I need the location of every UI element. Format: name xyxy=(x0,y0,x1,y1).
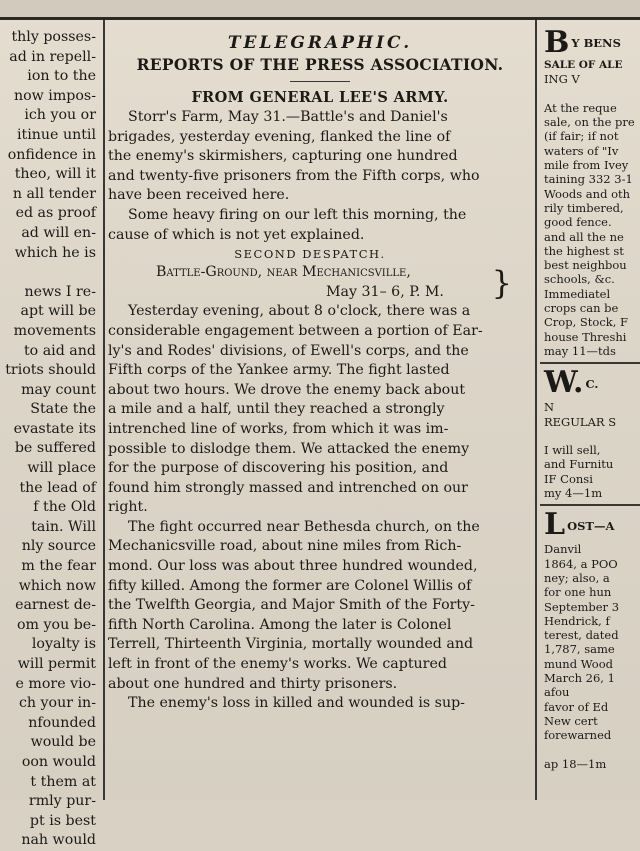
ad-text-line: ING V xyxy=(544,72,580,87)
ad-text-line: I will sell, xyxy=(544,443,601,458)
subheadline: FROM GENERAL LEE'S ARMY. xyxy=(191,89,449,106)
left-column-line: will place xyxy=(27,460,96,477)
text-line: The enemy's loss in killed and wounded is sup- xyxy=(128,695,465,712)
left-column-line: loyalty is xyxy=(31,636,96,653)
ad-text-line: rily timbered, xyxy=(544,200,624,215)
ad-text-line: good fence. xyxy=(544,215,612,230)
left-column-line: nah would xyxy=(21,832,96,849)
text-line: right. xyxy=(108,499,148,516)
ad-text-line: Danvil xyxy=(544,542,582,557)
ad-text-line: afou xyxy=(544,685,570,700)
ad-text-line: may 11—tds xyxy=(544,343,616,358)
left-column-line: om you be- xyxy=(17,616,96,633)
ad-divider-1 xyxy=(540,362,640,364)
left-column-line: ad will en- xyxy=(21,224,96,241)
left-column-line: m the fear xyxy=(21,558,96,575)
ad-1-body xyxy=(540,58,640,358)
ad-text-line: March 26, 1 xyxy=(544,670,615,685)
left-column-line: theo, will it xyxy=(14,166,96,183)
ad-text-line: taining 332 3-1 xyxy=(544,172,633,187)
ad-text-line: waters of "Iv xyxy=(544,143,619,158)
ad-text-line: ap 18—1m xyxy=(544,756,607,771)
left-column-line: now impos- xyxy=(13,87,96,104)
ad-text-line: IF Consi xyxy=(544,471,593,486)
left-column-line: nfounded xyxy=(28,714,96,731)
text-line: cause of which is not yet explained. xyxy=(108,226,365,243)
section-title: TELEGRAPHIC. xyxy=(227,33,413,53)
ad-3-heading-text: OST—A xyxy=(567,519,615,534)
left-column-line: which now xyxy=(18,577,96,594)
left-column-line: to aid and xyxy=(23,342,96,359)
paragraph-2 xyxy=(108,206,532,245)
ad-text-line: the highest st xyxy=(544,243,624,258)
left-column-line: evastate its xyxy=(13,420,96,437)
ad-2-heading-text: C. xyxy=(585,377,599,392)
text-line: considerable engagement between a portion of Ear- xyxy=(108,322,483,339)
ad-text-line: terest, dated xyxy=(544,628,619,643)
paragraph-5 xyxy=(108,694,532,714)
left-column-line: ion to the xyxy=(27,68,96,85)
text-line: and twenty-five prisoners from the Fifth corps, who xyxy=(108,167,480,184)
left-column-line: nly source xyxy=(21,538,96,555)
ad-text-line: and Furnitu xyxy=(544,457,614,472)
left-column-line: e more vio- xyxy=(15,675,96,692)
text-line: Fifth corps of the Yankee army. The fight lasted xyxy=(108,362,450,379)
ad-text-line: 1864, a POO xyxy=(544,556,618,571)
dateline-brace: } xyxy=(491,264,512,303)
text-line: brigades, yesterday evening, flanked the line of xyxy=(108,128,451,145)
ad-text-line: best neighbou xyxy=(544,258,627,273)
text-line: ly's and Rodes' divisions, of Ewell's corps, and the xyxy=(108,342,469,359)
text-line: The fight occurred near Bethesda church, on the xyxy=(128,518,480,535)
left-column-line: be suffered xyxy=(14,440,96,457)
text-line: fifty killed. Among the former are Colonel Willis of xyxy=(108,577,472,594)
ad-text-line: house Threshi xyxy=(544,329,627,344)
left-column-line xyxy=(0,263,100,283)
ad-text-line: forewarned xyxy=(544,728,612,743)
text-line: left in front of the enemy's works. We captured xyxy=(108,656,447,673)
ad-text-line: SALE OF ALE xyxy=(544,59,623,71)
text-line: Terrell, Thirteenth Virginia, mortally wounded and xyxy=(108,636,474,653)
right-column xyxy=(540,25,640,800)
ad-text-line: New cert xyxy=(544,713,598,728)
left-column-line: will permit xyxy=(17,656,96,672)
top-rule xyxy=(0,17,640,20)
paragraph-1 xyxy=(108,108,532,206)
left-column-line: onfidence in xyxy=(7,146,96,163)
ad-text-line: Woods and oth xyxy=(544,186,631,201)
ad-text-line: and all the ne xyxy=(544,229,624,244)
ad-text-line: (if fair; if not xyxy=(544,129,619,144)
left-column-line: triots should xyxy=(5,362,96,379)
headline: REPORTS OF THE PRESS ASSOCIATION. xyxy=(136,55,504,74)
ad-text-line: mile from Ivey xyxy=(544,158,629,173)
ad-1-heading-text: Y BENS xyxy=(571,36,621,50)
ad-text-line: for one hun xyxy=(544,585,612,600)
ad-2-drop-cap: W. xyxy=(544,365,584,401)
left-column-line: earnest de- xyxy=(15,597,96,614)
text-line: about one hundred and thirty prisoners. xyxy=(108,675,398,692)
dateline-time: May 31– 6, P. M. xyxy=(326,283,444,300)
ad-text-line: ney; also, a xyxy=(544,570,610,585)
headline-divider xyxy=(290,81,350,82)
left-column-line: movements xyxy=(13,322,96,339)
left-column-line: the lead of xyxy=(19,479,96,496)
left-column xyxy=(0,28,100,849)
left-column-line: news I re- xyxy=(24,283,96,300)
ad-text-line: schools, &c. xyxy=(544,272,615,287)
ad-text-line xyxy=(540,742,640,756)
dateline xyxy=(108,263,532,302)
ad-text-line: September 3 xyxy=(544,599,620,614)
ad-3-body xyxy=(540,542,640,771)
ad-text-line: Crop, Stock, F xyxy=(544,315,629,330)
left-column-line: State the xyxy=(30,401,96,418)
left-column-line: pt is best xyxy=(29,812,96,829)
ad-text-line: N xyxy=(544,400,555,415)
left-column-line: ed as proof xyxy=(15,205,96,222)
text-line: fifth North Carolina. Among the later is Colonel xyxy=(108,616,452,633)
left-column-line: itinue until xyxy=(16,126,96,143)
column-rule-left xyxy=(103,20,105,800)
text-line: possible to dislodge them. We attacked the enemy xyxy=(108,440,470,457)
text-line: Yesterday evening, about 8 o'clock, there was a xyxy=(128,303,471,320)
text-line: a mile and a half, until they reached a strongly xyxy=(108,401,445,418)
left-column-line: may count xyxy=(21,381,96,398)
text-line: for the purpose of discovering his position, and xyxy=(108,460,449,477)
ad-text-line xyxy=(540,429,640,443)
dateline-place: Battle-Ground, near Mechanicsville, xyxy=(156,264,411,281)
left-column-line: n all tender xyxy=(12,185,96,202)
left-column-line: which he is xyxy=(14,244,96,261)
ad-text-line: At the reque xyxy=(544,100,617,115)
left-column-line: would be xyxy=(30,734,96,751)
text-line: mond. Our loss was about three hundred wounded, xyxy=(108,558,478,575)
ad-3-heading xyxy=(540,507,640,543)
left-column-line: apt will be xyxy=(20,303,96,320)
text-line: Some heavy firing on our left this morning, the xyxy=(128,206,467,223)
text-line: the Twelfth Georgia, and Major Smith of the Forty- xyxy=(108,597,475,614)
ad-text-line: sale, on the pre xyxy=(544,115,635,130)
ad-text-line: 1,787, same xyxy=(544,642,615,657)
text-line: Storr's Farm, May 31.—Battle's and Daniel's xyxy=(128,109,448,125)
ad-text-line: Immediatel xyxy=(544,286,611,301)
ad-1-heading xyxy=(540,25,640,60)
left-column-line: rmly pur- xyxy=(28,793,96,810)
ad-divider-2 xyxy=(540,504,640,506)
left-column-line: ch your in- xyxy=(18,695,96,712)
ad-2-heading xyxy=(540,365,640,401)
ad-text-line xyxy=(540,87,640,101)
left-column-line: oon would xyxy=(21,753,96,770)
ad-text-line: REGULAR S xyxy=(544,414,617,429)
left-column-line: t them at xyxy=(30,773,96,790)
ad-2-body xyxy=(540,400,640,500)
left-column-line: tain. Will xyxy=(31,518,96,535)
paragraph-3 xyxy=(108,302,532,518)
left-column-line: ad in repell- xyxy=(9,48,96,65)
ad-text-line: favor of Ed xyxy=(544,699,609,714)
ad-text-line: my 4—1m xyxy=(544,486,603,501)
ad-text-line: Hendrick, f xyxy=(544,613,610,628)
left-column-line: ich you or xyxy=(24,107,96,124)
text-line: the enemy's skirmishers, capturing one hundred xyxy=(108,148,458,165)
text-line: have been received here. xyxy=(108,187,290,204)
ad-1-drop-cap: B xyxy=(544,25,570,60)
main-column xyxy=(108,28,532,800)
text-line: intrenched line of works, from which it was im- xyxy=(108,420,449,437)
paragraph-4 xyxy=(108,518,532,694)
ad-text-line: crops can be xyxy=(544,301,619,316)
left-column-line: thly posses- xyxy=(11,29,96,45)
text-line: about two hours. We drove the enemy back about xyxy=(108,381,466,398)
top-margin xyxy=(0,0,640,18)
ad-text-line: mund Wood xyxy=(544,656,613,671)
column-rule-right xyxy=(535,20,537,800)
second-despatch-label: SECOND DESPATCH. xyxy=(234,247,386,262)
left-column-line: f the Old xyxy=(33,499,96,516)
ad-3-drop-cap: L xyxy=(544,507,566,543)
text-line: Mechanicsville road, about nine miles from Rich- xyxy=(108,538,462,555)
text-line: found him strongly massed and intrenched on our xyxy=(108,479,468,496)
